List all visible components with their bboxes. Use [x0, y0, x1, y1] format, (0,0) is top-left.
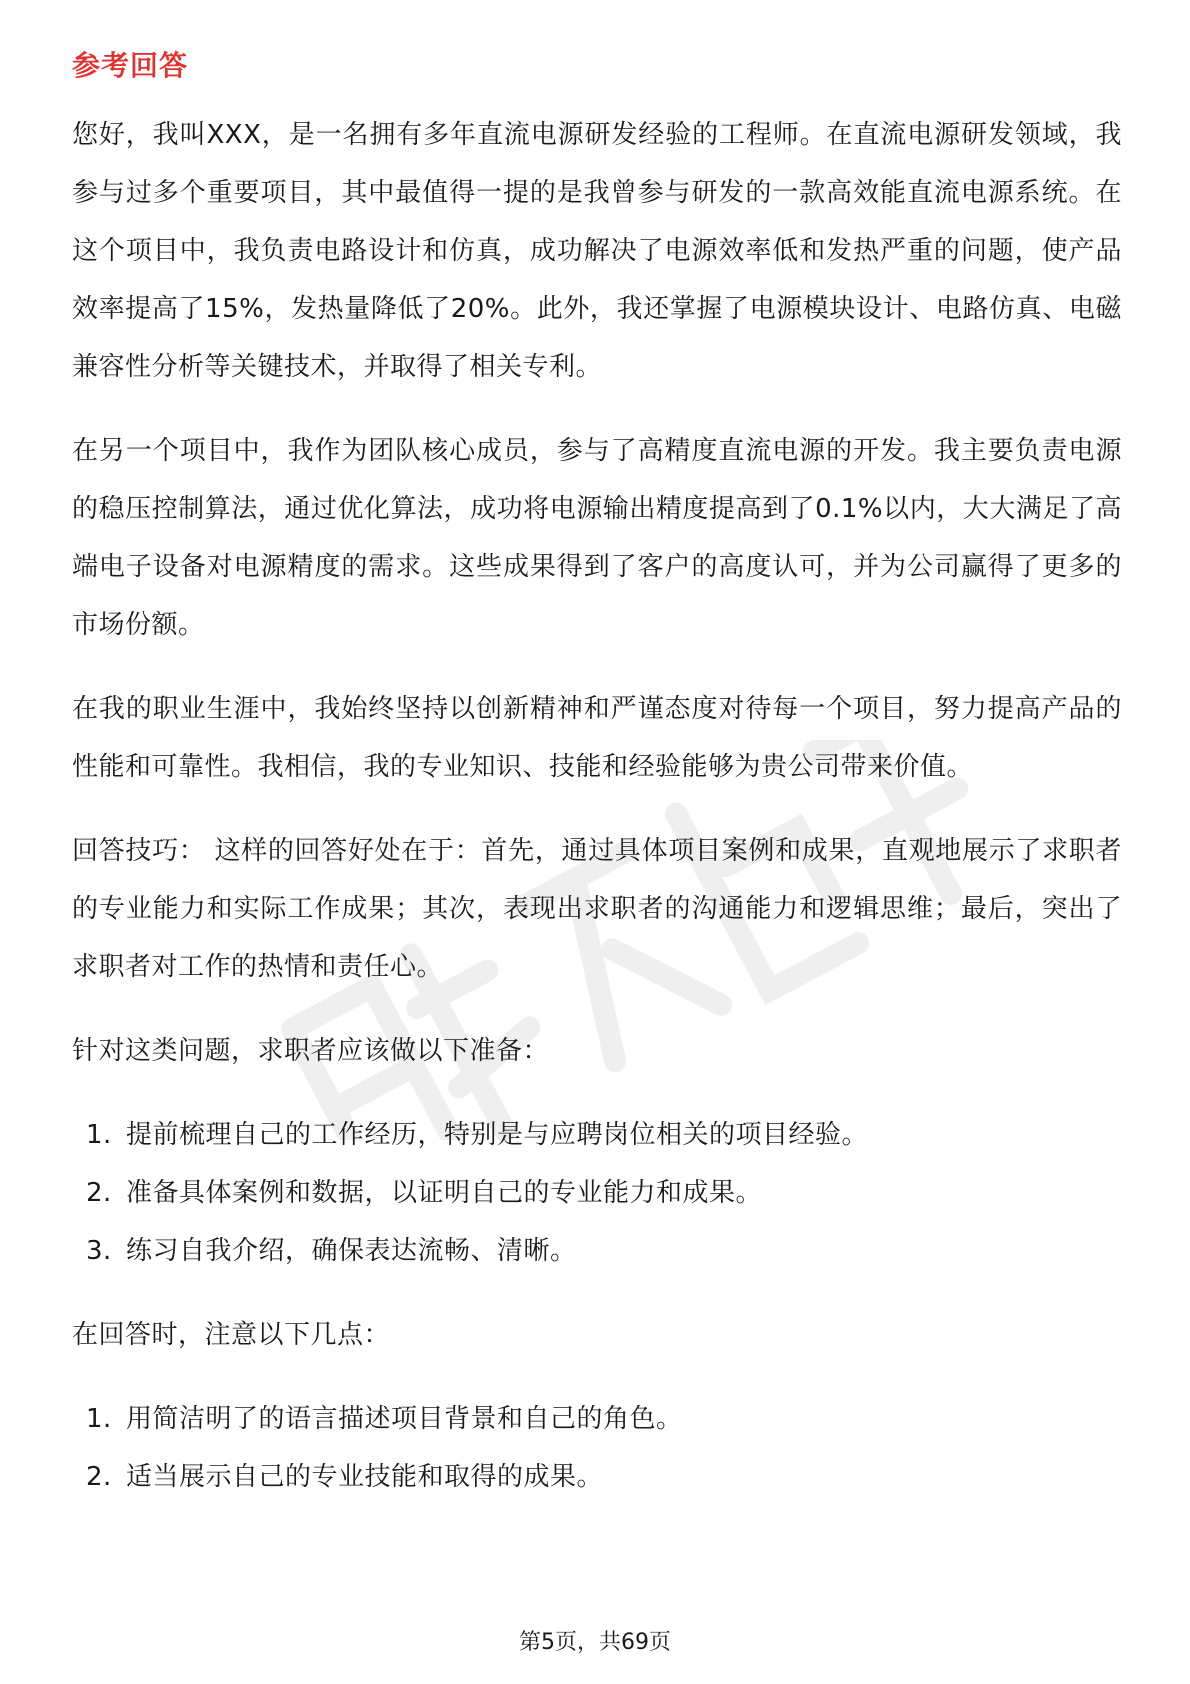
- list-item: [72, 1390, 1122, 1448]
- content-area: [72, 46, 1122, 1532]
- list-item: [72, 1164, 1122, 1222]
- list-item: [72, 1106, 1122, 1164]
- list-item-number: 3.: [86, 1236, 112, 1266]
- list-item-number: 2.: [86, 1462, 112, 1492]
- list-item-text: 准备具体案例和数据，以证明自己的专业能力和成果。: [126, 1178, 763, 1208]
- tips-paragraph: 回答技巧： 这样的回答好处在于：首先，通过具体项目案例和成果，直观地展示了求职者的专业能力和实际工作成果；其次，表现出求职者的沟通能力和逻辑思维；最后，突出了求职者对工作的热情和责任心。: [72, 836, 1122, 982]
- list-item-number: 1.: [86, 1404, 112, 1434]
- list-item-text: 提前梳理自己的工作经历，特别是与应聘岗位相关的项目经验。: [126, 1120, 869, 1150]
- preparation-list: [72, 1106, 1122, 1280]
- preparation-intro: 针对这类问题，求职者应该做以下准备：: [72, 1036, 550, 1066]
- list-item-text: 练习自我介绍，确保表达流畅、清晰。: [126, 1236, 577, 1266]
- list-item: [72, 1448, 1122, 1506]
- answer-paragraph-3: 在我的职业生涯中，我始终坚持以创新精神和严谨态度对待每一个项目，努力提高产品的性能和可靠性。我相信，我的专业知识、技能和经验能够为贵公司带来价值。: [72, 694, 1122, 782]
- notes-intro: 在回答时，注意以下几点：: [72, 1320, 391, 1350]
- page-number-footer: 第5页，共69页: [519, 1630, 671, 1655]
- list-item-number: 2.: [86, 1178, 112, 1208]
- answer-paragraph-2: 在另一个项目中，我作为团队核心成员，参与了高精度直流电源的开发。我主要负责电源的稳压控制算法，通过优化算法，成功将电源输出精度提高到了0.1%以内，大大满足了高端电子设备对电源精度的需求。这些成果得到了客户的高度认可，并为公司赢得了更多的市场份额。: [72, 436, 1122, 640]
- list-item-text: 用简洁明了的语言描述项目背景和自己的角色。: [126, 1404, 683, 1434]
- list-item-number: 1.: [86, 1120, 112, 1150]
- list-item: [72, 1222, 1122, 1280]
- section-heading: 参考回答: [72, 49, 189, 82]
- notes-list: [72, 1390, 1122, 1506]
- list-item-text: 适当展示自己的专业技能和取得的成果。: [126, 1462, 604, 1492]
- answer-paragraph-1: 您好，我叫XXX，是一名拥有多年直流电源研发经验的工程师。在直流电源研发领域，我参与过多个重要项目，其中最值得一提的是我曾参与研发的一款高效能直流电源系统。在这个项目中，我负责电路设计和仿真，成功解决了电源效率低和发热严重的问题，使产品效率提高了15%，发热量降低了20%。此外，我还掌握了电源模块设计、电路仿真、电磁兼容性分析等关键技术，并取得了相关专利。: [72, 120, 1122, 382]
